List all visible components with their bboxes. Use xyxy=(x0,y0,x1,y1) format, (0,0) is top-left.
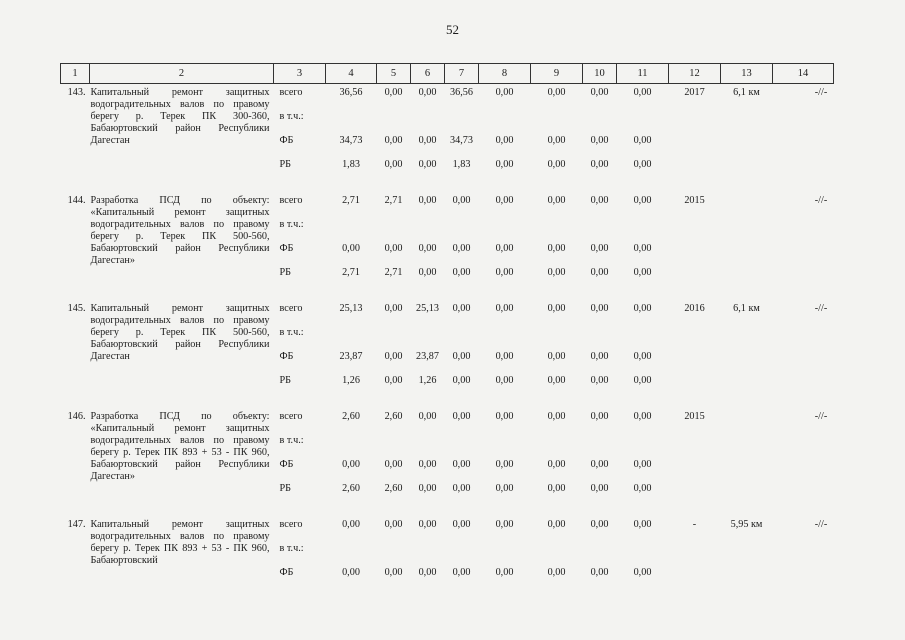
value-cell xyxy=(479,432,531,456)
funding-label: всего xyxy=(279,302,303,314)
value-cell: 0,00 xyxy=(547,518,566,530)
value-cell: 0,00 xyxy=(495,350,514,362)
value-cell xyxy=(479,540,531,564)
value-cell: 0,00 xyxy=(547,410,566,422)
year-cell xyxy=(669,372,721,396)
value-cell: 0,00 xyxy=(590,302,609,314)
value-cell: 23,87 xyxy=(339,350,363,362)
value-cell: 0,00 xyxy=(547,134,566,146)
value-cell: 0,00 xyxy=(590,350,609,362)
ditto-mark xyxy=(773,216,834,240)
value-cell: 0,00 xyxy=(495,518,514,530)
spacer-cell xyxy=(61,180,834,192)
length-cell xyxy=(721,264,773,288)
value-cell: 0,00 xyxy=(452,482,471,494)
value-cell: 0,00 xyxy=(452,302,471,314)
row-spacer xyxy=(61,396,834,408)
year-cell xyxy=(669,456,721,480)
column-header: 9 xyxy=(531,64,583,84)
funding-label: всего xyxy=(279,87,303,98)
value-cell: 0,00 xyxy=(452,410,471,422)
row-number: 146. xyxy=(67,410,86,422)
funding-label: ФБ xyxy=(279,566,294,578)
value-cell: 0,00 xyxy=(547,87,566,98)
value-cell xyxy=(531,108,583,132)
value-cell xyxy=(617,540,669,564)
length-cell: 6,1 км xyxy=(733,87,760,98)
funding-label: в т.ч.: xyxy=(279,110,304,122)
row-spacer xyxy=(61,504,834,516)
year-cell: 2016 xyxy=(684,302,705,314)
year-cell: 2015 xyxy=(684,410,705,422)
column-header: 6 xyxy=(411,64,445,84)
value-cell: 0,00 xyxy=(590,566,609,578)
table-row xyxy=(61,408,834,432)
value-cell xyxy=(479,108,531,132)
column-header: 1 xyxy=(61,64,90,84)
value-cell: 0,00 xyxy=(418,518,437,530)
spacer-cell xyxy=(61,288,834,300)
value-cell xyxy=(411,432,445,456)
year-cell xyxy=(669,216,721,240)
ditto-mark: -//- xyxy=(814,87,828,98)
column-header: 10 xyxy=(583,64,617,84)
value-cell xyxy=(617,216,669,240)
value-cell: 0,00 xyxy=(418,566,437,578)
value-cell: 0,00 xyxy=(633,566,652,578)
value-cell xyxy=(377,324,411,348)
funding-label: РБ xyxy=(279,158,292,170)
value-cell: 0,00 xyxy=(633,158,652,170)
ditto-mark xyxy=(773,240,834,264)
year-cell xyxy=(669,240,721,264)
table-row xyxy=(61,300,834,324)
value-cell: 0,00 xyxy=(418,87,437,98)
value-cell: 2,60 xyxy=(384,482,403,494)
column-header: 8 xyxy=(479,64,531,84)
value-cell xyxy=(583,324,617,348)
length-cell xyxy=(721,324,773,348)
year-cell: 2017 xyxy=(684,87,705,98)
value-cell: 0,00 xyxy=(495,566,514,578)
value-cell: 36,56 xyxy=(450,87,473,98)
value-cell: 0,00 xyxy=(418,194,437,206)
value-cell xyxy=(326,540,377,564)
ditto-mark xyxy=(773,132,834,156)
funding-label: ФБ xyxy=(279,134,294,146)
value-cell: 34,73 xyxy=(339,134,363,146)
value-cell: 0,00 xyxy=(590,87,609,98)
value-cell: 0,00 xyxy=(384,350,403,362)
value-cell: 0,00 xyxy=(633,410,652,422)
spacer-cell xyxy=(61,504,834,516)
value-cell: 0,00 xyxy=(495,134,514,146)
value-cell: 0,00 xyxy=(452,194,471,206)
length-cell xyxy=(721,540,773,564)
value-cell: 2,71 xyxy=(342,194,360,206)
value-cell: 0,00 xyxy=(495,410,514,422)
value-cell: 1,83 xyxy=(452,158,471,170)
value-cell: 0,00 xyxy=(452,266,471,278)
value-cell xyxy=(411,324,445,348)
funding-label: в т.ч.: xyxy=(279,326,304,338)
value-cell: 1,83 xyxy=(342,158,360,170)
value-cell xyxy=(326,108,377,132)
ditto-mark: -//- xyxy=(814,410,828,422)
ditto-mark: -//- xyxy=(814,194,828,206)
value-cell: 0,00 xyxy=(384,242,403,254)
value-cell: 0,00 xyxy=(633,242,652,254)
year-cell xyxy=(669,324,721,348)
value-cell xyxy=(411,540,445,564)
ditto-mark xyxy=(773,264,834,288)
value-cell: 0,00 xyxy=(547,482,566,494)
value-cell: 0,00 xyxy=(633,482,652,494)
header-row xyxy=(61,64,834,84)
value-cell xyxy=(377,216,411,240)
value-cell: 0,00 xyxy=(418,158,437,170)
value-cell: 0,00 xyxy=(495,194,514,206)
table-row xyxy=(61,192,834,216)
value-cell: 0,00 xyxy=(633,350,652,362)
funding-label: всего xyxy=(279,194,303,206)
value-cell: 0,00 xyxy=(547,158,566,170)
ditto-mark xyxy=(773,456,834,480)
value-cell xyxy=(583,432,617,456)
ditto-mark xyxy=(773,432,834,456)
value-cell xyxy=(445,324,479,348)
value-cell: 34,73 xyxy=(450,134,473,146)
value-cell: 0,00 xyxy=(384,374,403,386)
value-cell xyxy=(326,216,377,240)
value-cell: 0,00 xyxy=(342,242,360,254)
column-header: 3 xyxy=(274,64,326,84)
value-cell: 0,00 xyxy=(418,482,437,494)
ditto-mark xyxy=(773,540,834,564)
value-cell: 0,00 xyxy=(384,566,403,578)
funding-label: ФБ xyxy=(279,242,294,254)
value-cell: 0,00 xyxy=(547,194,566,206)
value-cell: 0,00 xyxy=(384,87,403,98)
length-cell xyxy=(721,240,773,264)
funding-label: РБ xyxy=(279,482,292,494)
value-cell: 0,00 xyxy=(418,410,437,422)
value-cell xyxy=(531,432,583,456)
value-cell: 2,60 xyxy=(342,482,360,494)
value-cell: 0,00 xyxy=(495,302,514,314)
ditto-mark xyxy=(773,324,834,348)
funding-label: РБ xyxy=(279,266,292,278)
length-cell xyxy=(721,432,773,456)
year-cell xyxy=(669,480,721,504)
year-cell xyxy=(669,540,721,564)
row-description: Разработка ПСД по объекту: «Капитальный ремонт защитных водоградительных валов по правому берегу р. Терек ПК 500-560, Бабаюртовский район Республики Дагестан» xyxy=(90,194,270,266)
row-number: 147. xyxy=(67,518,86,530)
value-cell: 0,00 xyxy=(547,458,566,470)
value-cell: 1,26 xyxy=(342,374,360,386)
value-cell: 0,00 xyxy=(452,350,471,362)
funding-label: ФБ xyxy=(279,350,294,362)
length-cell xyxy=(721,372,773,396)
value-cell: 0,00 xyxy=(384,458,403,470)
page-number: 52 xyxy=(446,22,459,37)
value-cell: 0,00 xyxy=(342,458,360,470)
year-cell xyxy=(669,264,721,288)
value-cell: 0,00 xyxy=(590,242,609,254)
value-cell xyxy=(617,324,669,348)
funding-label: в т.ч.: xyxy=(279,434,304,446)
year-cell xyxy=(669,564,721,588)
value-cell: 0,00 xyxy=(342,518,360,530)
value-cell: 0,00 xyxy=(418,134,437,146)
value-cell: 0,00 xyxy=(633,134,652,146)
value-cell: 0,00 xyxy=(384,134,403,146)
value-cell xyxy=(326,432,377,456)
value-cell: 0,00 xyxy=(633,87,652,98)
value-cell xyxy=(531,216,583,240)
value-cell: 2,71 xyxy=(384,266,403,278)
value-cell: 1,26 xyxy=(418,374,437,386)
value-cell: 0,00 xyxy=(590,458,609,470)
value-cell: 0,00 xyxy=(418,266,437,278)
length-cell xyxy=(721,480,773,504)
value-cell: 2,60 xyxy=(384,410,403,422)
value-cell: 0,00 xyxy=(633,302,652,314)
value-cell xyxy=(531,324,583,348)
value-cell: 0,00 xyxy=(547,350,566,362)
value-cell xyxy=(377,432,411,456)
value-cell: 0,00 xyxy=(342,566,360,578)
funding-label: ФБ xyxy=(279,458,294,470)
row-spacer xyxy=(61,180,834,192)
value-cell: 0,00 xyxy=(590,158,609,170)
length-cell xyxy=(721,348,773,372)
ditto-mark xyxy=(773,372,834,396)
length-cell xyxy=(721,156,773,180)
spacer-cell xyxy=(61,396,834,408)
value-cell: 0,00 xyxy=(633,374,652,386)
value-cell: 2,71 xyxy=(342,266,360,278)
ditto-mark xyxy=(773,348,834,372)
ditto-mark xyxy=(773,480,834,504)
value-cell: 0,00 xyxy=(547,266,566,278)
length-cell: 5,95 км xyxy=(730,518,763,530)
value-cell: 0,00 xyxy=(590,410,609,422)
value-cell: 0,00 xyxy=(384,302,403,314)
ditto-mark xyxy=(773,156,834,180)
row-description: Разработка ПСД по объекту: «Капитальный ремонт защитных водоградительных валов по правому берегу р. Терек ПК 893 + 53 - ПК 960, Бабаюртовский район Республики Дагестан» xyxy=(90,410,270,482)
value-cell: 0,00 xyxy=(495,374,514,386)
value-cell: 0,00 xyxy=(590,194,609,206)
funding-label: всего xyxy=(279,518,303,530)
ditto-mark xyxy=(773,108,834,132)
table-body xyxy=(61,84,834,588)
value-cell: 0,00 xyxy=(633,518,652,530)
row-description: Капитальный ремонт защитных водоградительных валов по правому берегу р. Терек ПК 893 + 53 - ПК 960, Бабаюртовский xyxy=(90,518,270,566)
length-cell xyxy=(721,408,773,432)
value-cell xyxy=(479,324,531,348)
length-cell xyxy=(721,192,773,216)
row-number: 145. xyxy=(67,302,86,314)
column-header: 4 xyxy=(326,64,377,84)
value-cell: 0,00 xyxy=(452,374,471,386)
value-cell: 0,00 xyxy=(547,566,566,578)
value-cell: 2,71 xyxy=(384,194,403,206)
column-header: 7 xyxy=(445,64,479,84)
value-cell: 0,00 xyxy=(418,458,437,470)
value-cell: 0,00 xyxy=(590,518,609,530)
value-cell xyxy=(326,324,377,348)
value-cell xyxy=(531,540,583,564)
table-row xyxy=(61,84,834,108)
value-cell: 0,00 xyxy=(384,518,403,530)
value-cell xyxy=(445,216,479,240)
value-cell xyxy=(445,432,479,456)
value-cell xyxy=(583,216,617,240)
value-cell: 25,13 xyxy=(339,302,363,314)
funding-label: всего xyxy=(279,410,303,422)
value-cell xyxy=(377,540,411,564)
length-cell: 6,1 км xyxy=(733,302,760,314)
value-cell: 0,00 xyxy=(590,374,609,386)
value-cell: 0,00 xyxy=(495,242,514,254)
length-cell xyxy=(721,564,773,588)
year-cell xyxy=(669,348,721,372)
length-cell xyxy=(721,216,773,240)
value-cell xyxy=(411,108,445,132)
row-description: Капитальный ремонт защитных водоградительных валов по правому берегу р. Терек ПК 500-560, Бабаюртовский район Республики Дагестан xyxy=(90,302,270,362)
funding-label: в т.ч.: xyxy=(279,218,304,230)
value-cell: 36,56 xyxy=(339,87,363,98)
table-row xyxy=(61,516,834,540)
column-header: 11 xyxy=(617,64,669,84)
funding-label: РБ xyxy=(279,374,292,386)
value-cell: 0,00 xyxy=(418,242,437,254)
value-cell xyxy=(617,432,669,456)
year-cell: 2015 xyxy=(684,194,705,206)
value-cell xyxy=(445,108,479,132)
row-number: 143. xyxy=(67,87,86,98)
value-cell: 0,00 xyxy=(590,266,609,278)
year-cell xyxy=(669,132,721,156)
ditto-mark: -//- xyxy=(814,518,828,530)
ditto-mark: -//- xyxy=(814,302,828,314)
value-cell: 0,00 xyxy=(452,458,471,470)
year-cell xyxy=(669,156,721,180)
value-cell: 0,00 xyxy=(590,482,609,494)
value-cell: 0,00 xyxy=(547,374,566,386)
value-cell: 0,00 xyxy=(547,242,566,254)
length-cell xyxy=(721,132,773,156)
value-cell: 0,00 xyxy=(590,134,609,146)
column-header: 14 xyxy=(773,64,834,84)
value-cell: 0,00 xyxy=(495,87,514,98)
value-cell: 0,00 xyxy=(495,158,514,170)
value-cell: 0,00 xyxy=(633,194,652,206)
row-description: Капитальный ремонт защитных водоградительных валов по правому берегу р. Терек ПК 300-360, Бабаюртовский район Республики Дагестан xyxy=(90,87,270,146)
value-cell: 0,00 xyxy=(633,458,652,470)
column-header: 5 xyxy=(377,64,411,84)
value-cell xyxy=(583,540,617,564)
value-cell xyxy=(617,108,669,132)
value-cell: 0,00 xyxy=(452,242,471,254)
value-cell: 0,00 xyxy=(547,302,566,314)
year-cell xyxy=(669,432,721,456)
value-cell: 0,00 xyxy=(495,482,514,494)
column-header: 2 xyxy=(90,64,274,84)
ditto-mark xyxy=(773,564,834,588)
value-cell: 0,00 xyxy=(495,458,514,470)
value-cell: 0,00 xyxy=(633,266,652,278)
budget-table xyxy=(60,63,834,588)
value-cell xyxy=(479,216,531,240)
value-cell: 2,60 xyxy=(342,410,360,422)
value-cell: 25,13 xyxy=(416,302,439,314)
value-cell: 0,00 xyxy=(384,158,403,170)
funding-label: в т.ч.: xyxy=(279,542,304,554)
value-cell xyxy=(377,108,411,132)
length-cell xyxy=(721,108,773,132)
value-cell: 0,00 xyxy=(452,518,471,530)
value-cell: 23,87 xyxy=(416,350,439,362)
year-cell: - xyxy=(692,518,697,530)
row-spacer xyxy=(61,288,834,300)
value-cell xyxy=(445,540,479,564)
year-cell xyxy=(669,108,721,132)
value-cell xyxy=(411,216,445,240)
length-cell xyxy=(721,456,773,480)
column-header: 12 xyxy=(669,64,721,84)
row-number: 144. xyxy=(67,194,86,206)
value-cell xyxy=(583,108,617,132)
column-header: 13 xyxy=(721,64,773,84)
value-cell: 0,00 xyxy=(495,266,514,278)
value-cell: 0,00 xyxy=(452,566,471,578)
